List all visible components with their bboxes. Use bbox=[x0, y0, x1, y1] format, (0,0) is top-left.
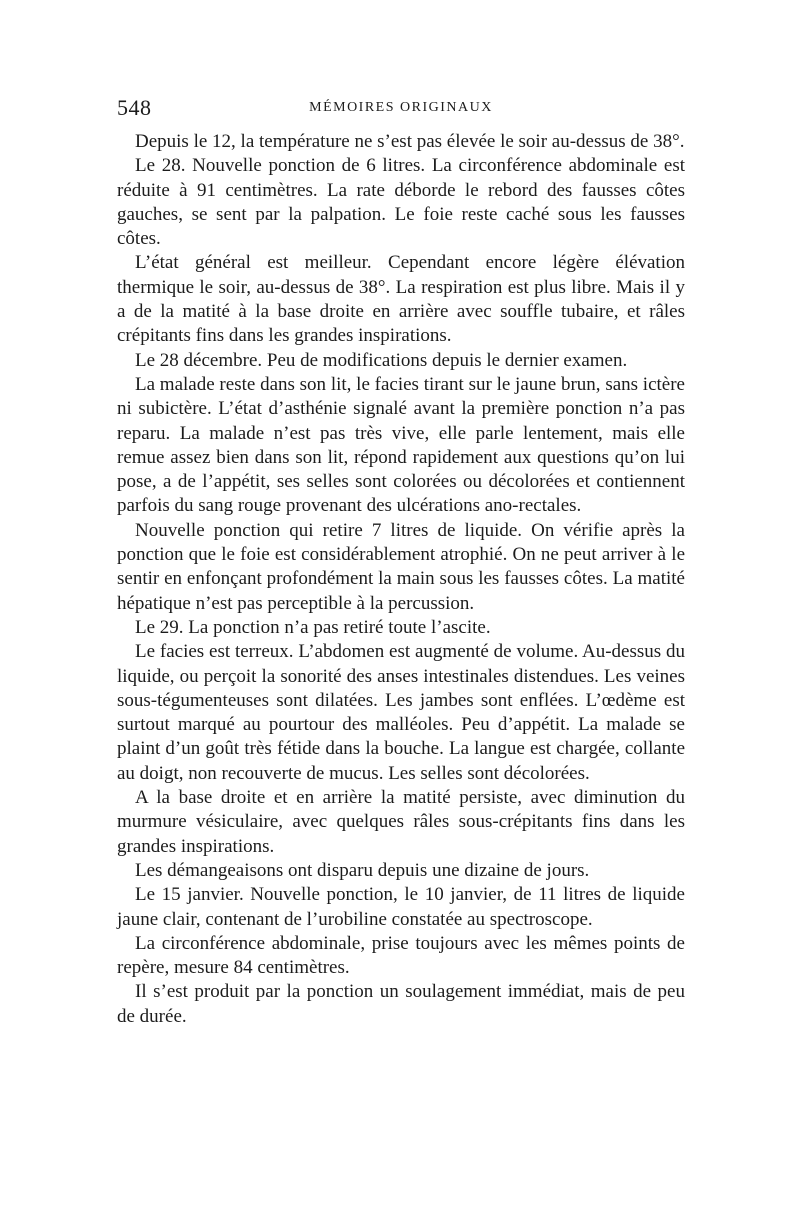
paragraph: La malade reste dans son lit, le facies tirant sur le jaune brun, sans ictère ni subictère. L’état d’asthénie signalé avant la première ponction n’a pas reparu. La malade n’est pas très vive, elle parle lentement, mais elle remue assez bien dans son lit, répond rapidement aux questions qu’on lui pose, a de l’appétit, ses selles sont colorées ou décolorées et contiennent parfois du sang rouge provenant des ulcérations ano-rectales. bbox=[117, 373, 685, 517]
paragraph: Le facies est terreux. L’abdomen est augmenté de volume. Au-dessus du liquide, ou perçoit la sonorité des anses intestinales distendues. Les veines sous-tégumenteuses sont dilatées. Les jambes sont enflées. L’œdème est surtout marqué au pourtour des malléoles. Peu d’appétit. La malade se plaint d’un goût très fétide dans la bouche. La langue est chargée, collante au doigt, non recouverte de mucus. Les selles sont décolorées. bbox=[117, 641, 685, 784]
paragraph: Depuis le 12, la température ne s’est pas élevée le soir au-dessus de 38°. bbox=[135, 131, 685, 152]
paragraph: Le 29. La ponction n’a pas retiré toute l’ascite. bbox=[135, 616, 491, 638]
paragraph: Nouvelle ponction qui retire 7 litres de liquide. On vérifie après la ponction que le foie est considérablement atrophié. On ne peut arriver à le sentir en enfonçant profondément la main sous les fausses côtes. La matité hépatique n’est pas perceptible à la percussion. bbox=[117, 519, 685, 614]
paragraph: Il s’est produit par la ponction un soulagement immédiat, mais de peu de durée. bbox=[117, 981, 685, 1027]
paragraph: La circonférence abdominale, prise toujours avec les mêmes points de repère, mesure 84 centimètres. bbox=[117, 932, 685, 979]
paragraph: Les démangeaisons ont disparu depuis une dizaine de jours. bbox=[135, 859, 590, 881]
paragraph: Le 28 décembre. Peu de modifications depuis le dernier examen. bbox=[135, 349, 628, 371]
paragraph: Le 28. Nouvelle ponction de 6 litres. La circonférence abdominale est réduite à 91 centimètres. La rate déborde le rebord des fausses côtes gauches, se sent par la palpation. Le foie reste caché sous les fausses côtes. bbox=[117, 155, 685, 250]
paragraph: Le 15 janvier. Nouvelle ponction, le 10 janvier, de 11 litres de liquide jaune clair, contenant de l’urobiline constatée au spectroscope. bbox=[117, 884, 685, 930]
page-number: 548 bbox=[117, 95, 152, 120]
body-text bbox=[117, 130, 685, 1029]
paragraph: L’état général est meilleur. Cependant encore légère élévation thermique le soir, au-dessus de 38°. La respiration est plus libre. Mais il y a de la matité à la base droite en arrière avec souffle tubaire, et râles crépitants fins dans les grandes inspirations. bbox=[117, 252, 685, 347]
running-title: MÉMOIRES ORIGINAUX bbox=[309, 100, 493, 115]
paragraph: A la base droite et en arrière la matité persiste, avec diminution du murmure vésiculaire, avec quelques râles sous-crépitants fins dans les grandes inspirations. bbox=[117, 787, 685, 857]
page-header bbox=[117, 95, 685, 125]
